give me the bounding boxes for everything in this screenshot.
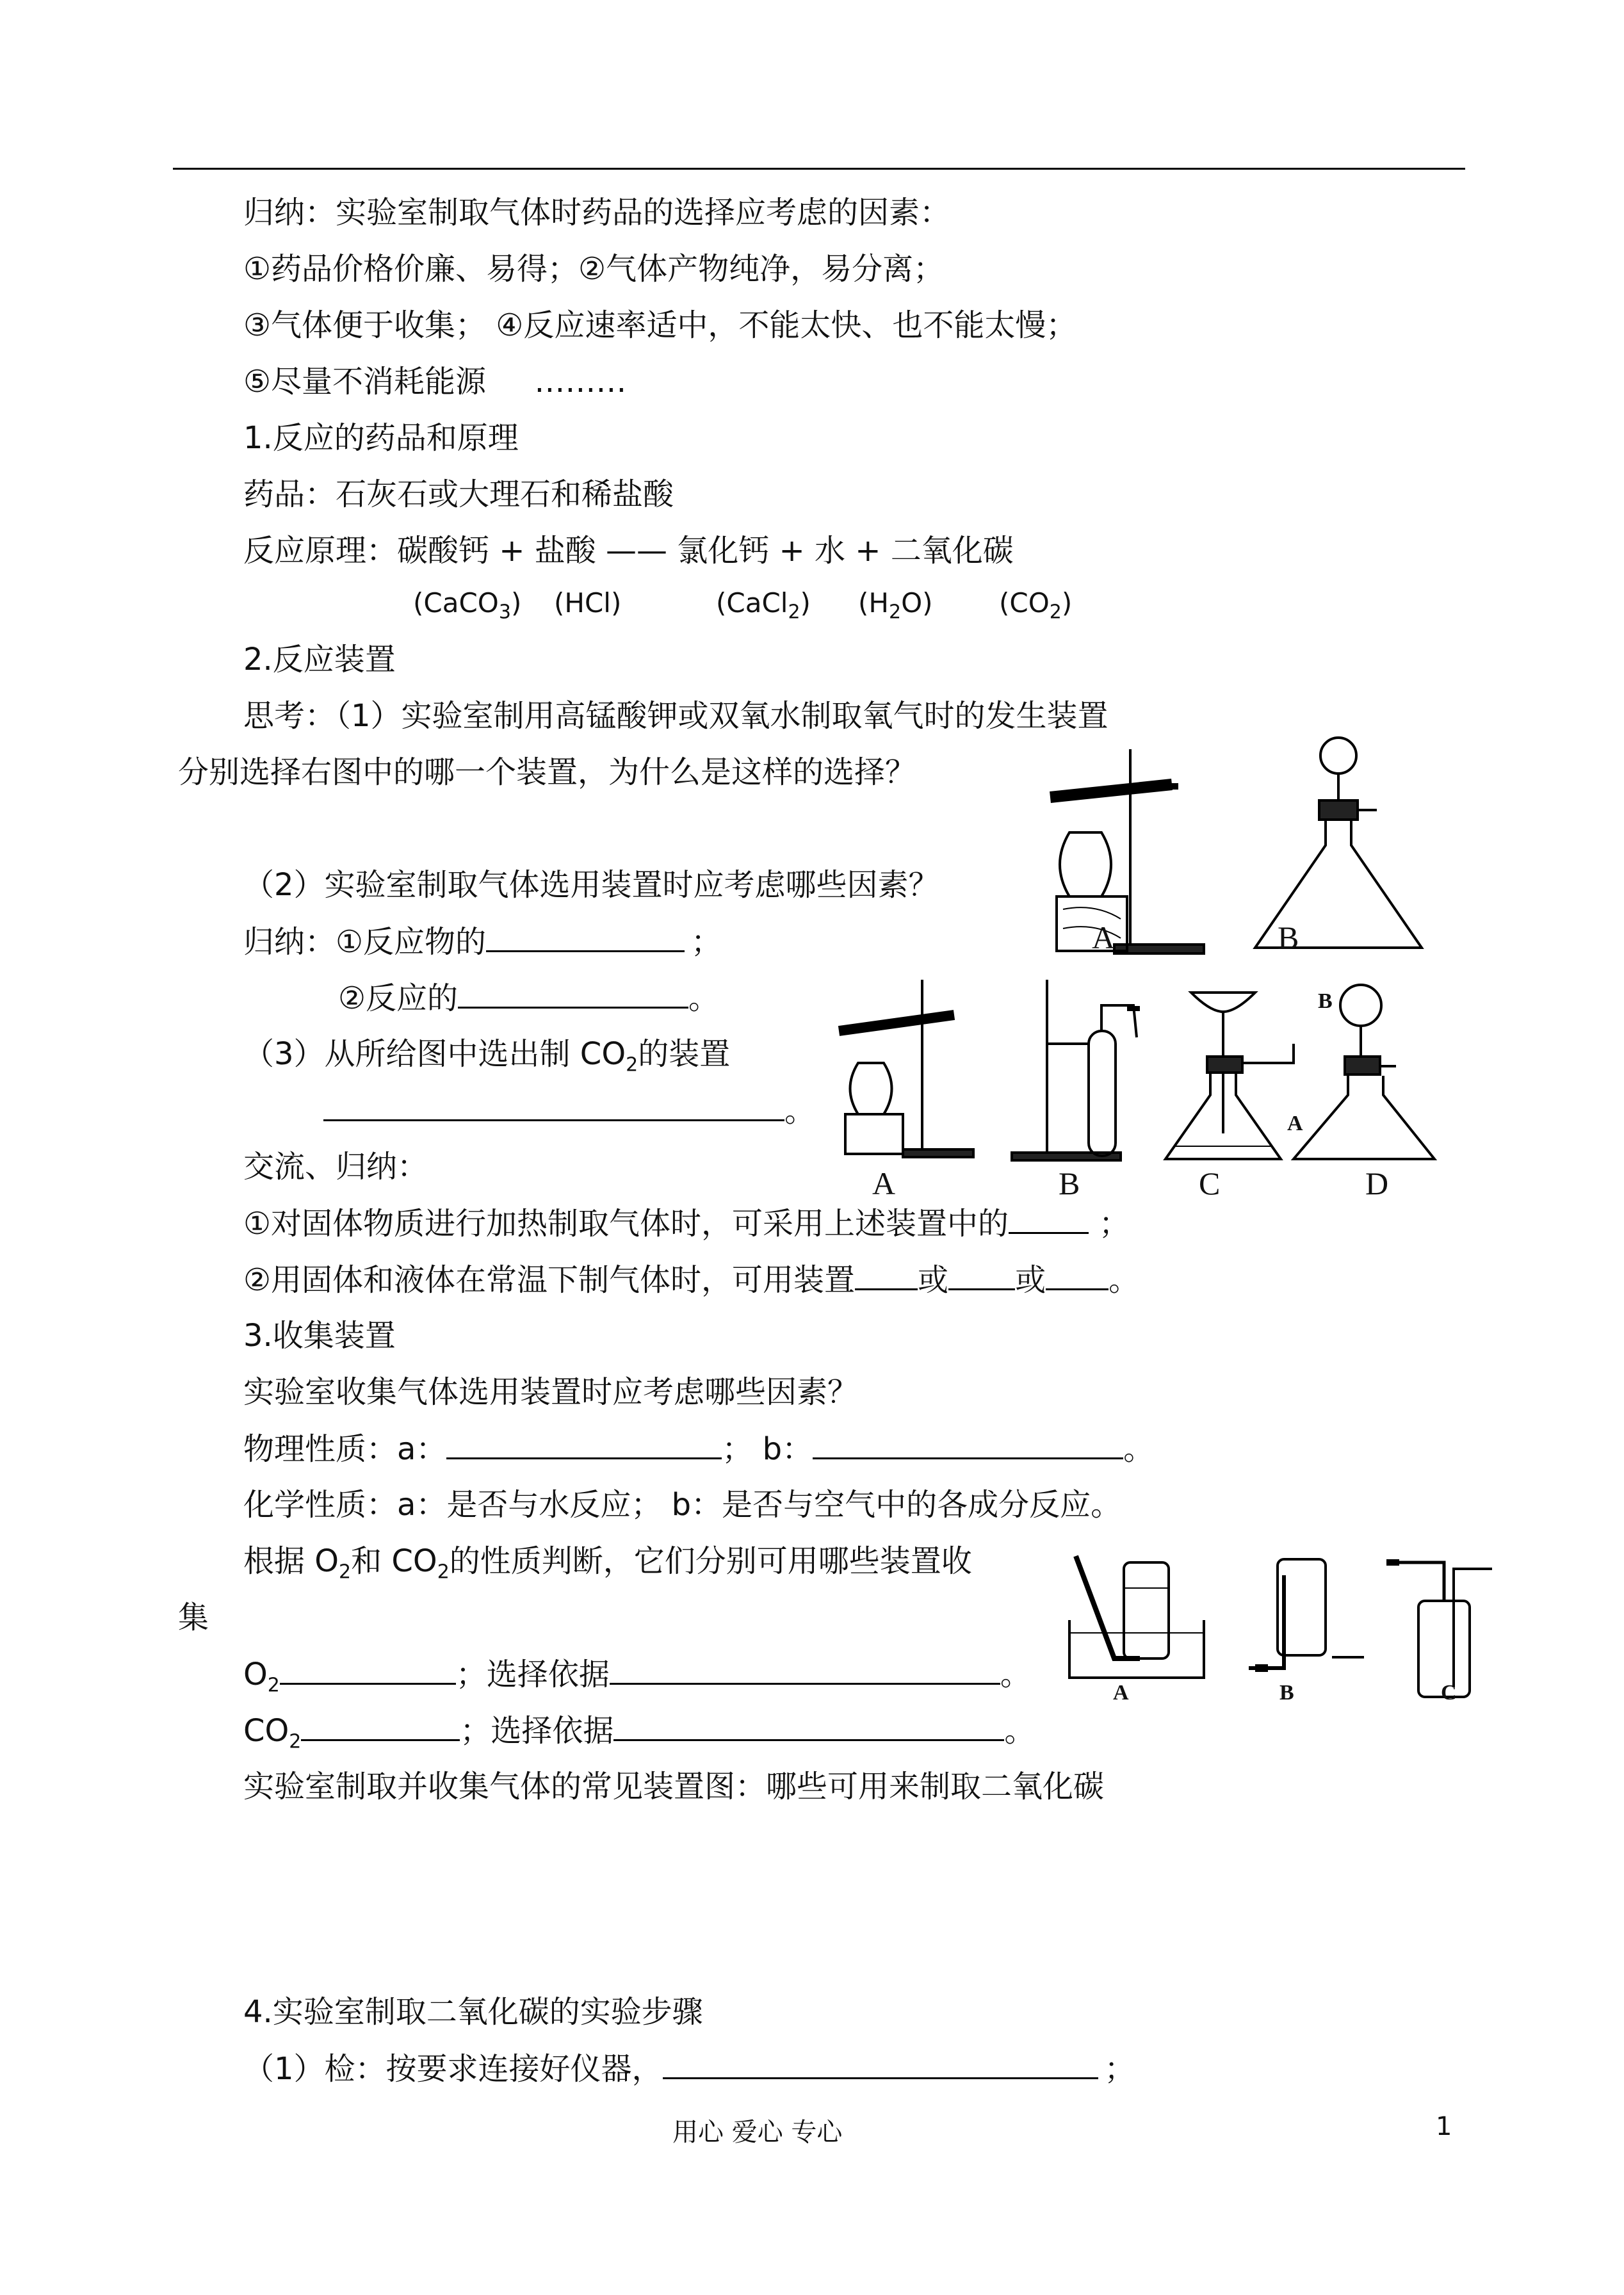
figure-gen-label-a: A [872, 1165, 896, 1201]
answer-blank-condition[interactable] [458, 978, 688, 1009]
answer-blank-device-2[interactable] [948, 1260, 1015, 1290]
o2-co2-question-cont: 集 [178, 1600, 209, 1635]
summary-item-1-2: ①药品价格价廉、易得；②气体产物纯净，易分离； [243, 251, 945, 287]
solid-liquid-question: ②用固体和液体在常温下制气体时，可用装置 或 或 。 [243, 1260, 1139, 1299]
formula-caco3: (CaCO$_3$) [413, 587, 522, 624]
summary-item-5-text: ⑤尽量不消耗能源 [243, 364, 487, 400]
figure-gen-label-d: D [1365, 1165, 1389, 1201]
figure-gen-label-b: B [1059, 1165, 1080, 1201]
summary-item-5 [243, 362, 626, 401]
think-question-2: （2）实验室制取气体选用装置时应考虑哪些因素？ [243, 867, 939, 903]
page-number: 1 [1436, 2112, 1452, 2141]
answer-blank-device-3[interactable] [1046, 1260, 1108, 1290]
co2-device-answer: 。 [323, 1091, 815, 1130]
ellipsis: ……… [534, 364, 627, 400]
answer-blank-physical-b[interactable] [813, 1429, 1123, 1459]
answer-blank-device-1[interactable] [855, 1260, 918, 1290]
section-2-title: 2.反应装置 [243, 642, 396, 677]
summary-heading: 归纳：实验室制取气体时药品的选择应考虑的因素： [243, 195, 951, 231]
apparatus-figure-generation [832, 973, 1447, 1178]
reagents-line: 药品：石灰石或大理石和稀盐酸 [243, 476, 674, 512]
summary-reaction-condition: ②反应的 。 [338, 978, 719, 1018]
answer-blank-o2-device[interactable] [280, 1655, 456, 1685]
summary-reactant: 归纳：①反应物的 ； [243, 922, 722, 961]
figure-gen-label-c: C [1199, 1165, 1221, 1201]
formula-cacl2: (CaCl$_2$) [716, 587, 811, 624]
alcohol-lamp [1060, 832, 1111, 896]
gas-jar [1124, 1562, 1169, 1658]
section-4-title: 4.实验室制取二氧化碳的实验步骤 [243, 1994, 703, 2030]
physical-properties: 物理性质：a： ； b： 。 [243, 1429, 1154, 1468]
exchange-summary: 交流、归纳： [243, 1149, 428, 1185]
heating-solid-question: ①对固体物质进行加热制取气体时，可采用上述装置中的 ； [243, 1204, 1130, 1243]
answer-blank-physical-a[interactable] [446, 1429, 722, 1459]
answer-blank-reactant[interactable] [486, 922, 685, 952]
think-question-1: 思考：（1）实验室制用高锰酸钾或双氧水制取氧气时的发生装置 [243, 698, 1108, 734]
common-devices-question: 实验室制取并收集气体的常见装置图：哪些可用来制取二氧化碳 [243, 1769, 1105, 1804]
figure-collect-label-a: A [1113, 1681, 1129, 1705]
o2-collect-answer: $O_2$ ；选择依据 。 [243, 1655, 1031, 1705]
formula-co2: $(CO_2)$ [999, 587, 1073, 624]
collection-factors-question: 实验室收集气体选用装置时应考虑哪些因素？ [243, 1374, 859, 1410]
figure-small-label-b: B [1318, 989, 1333, 1013]
answer-blank-step-check[interactable] [663, 2049, 1098, 2079]
figure-collect-label-b: B [1279, 1681, 1294, 1705]
section-3-title: 3.收集装置 [243, 1318, 396, 1354]
think-question-1-cont: 分别选择右图中的哪一个装置，为什么是这样的选择？ [178, 754, 916, 790]
step-check: （1）检：按要求连接好仪器， ； [243, 2049, 1135, 2088]
formula-hcl: (HCl) [554, 587, 622, 619]
think-question-3: （3）从所给图中选出制 $CO_2$的装置 [243, 1036, 731, 1076]
figure-collect-label-c: C [1441, 1681, 1457, 1705]
figure-top-label-b: B [1278, 920, 1299, 955]
answer-blank-co2-device[interactable] [323, 1091, 784, 1121]
summary-item-3-4: ③气体便于收集； ④反应速率适中，不能太快、也不能太慢； [243, 307, 1077, 343]
reaction-principle: 反应原理：碳酸钙 + 盐酸 —— 氯化钙 + 水 + 二氧化碳 [243, 533, 1014, 569]
footer-motto: 用心 爱心 专心 [672, 2118, 843, 2147]
section-1-title: 1.反应的药品和原理 [243, 420, 519, 456]
answer-blank-co2-collect-device[interactable] [301, 1711, 460, 1741]
water-trough [1069, 1620, 1204, 1678]
answer-blank-heating[interactable] [1009, 1204, 1089, 1234]
figure-small-label-a: A [1287, 1112, 1303, 1135]
test-tube [1050, 784, 1172, 797]
formula-h2o: $(H_2O)$ [858, 587, 933, 624]
answer-blank-o2-reason[interactable] [610, 1655, 1000, 1685]
figure-top-label-a: A [1092, 920, 1116, 955]
header-rule [173, 168, 1465, 170]
separatory-funnel-bulb [1320, 738, 1356, 774]
o2-co2-question: 根据 $O_2$和 $CO_2$的性质判断，它们分别可用哪些装置收 [243, 1543, 972, 1584]
answer-blank-co2-reason[interactable] [613, 1711, 1004, 1741]
co2-collect-answer: $CO_2$ ；选择依据 。 [243, 1711, 1035, 1762]
chemical-properties: 化学性质：a：是否与水反应； b：是否与空气中的各成分反应。 [243, 1487, 1122, 1523]
